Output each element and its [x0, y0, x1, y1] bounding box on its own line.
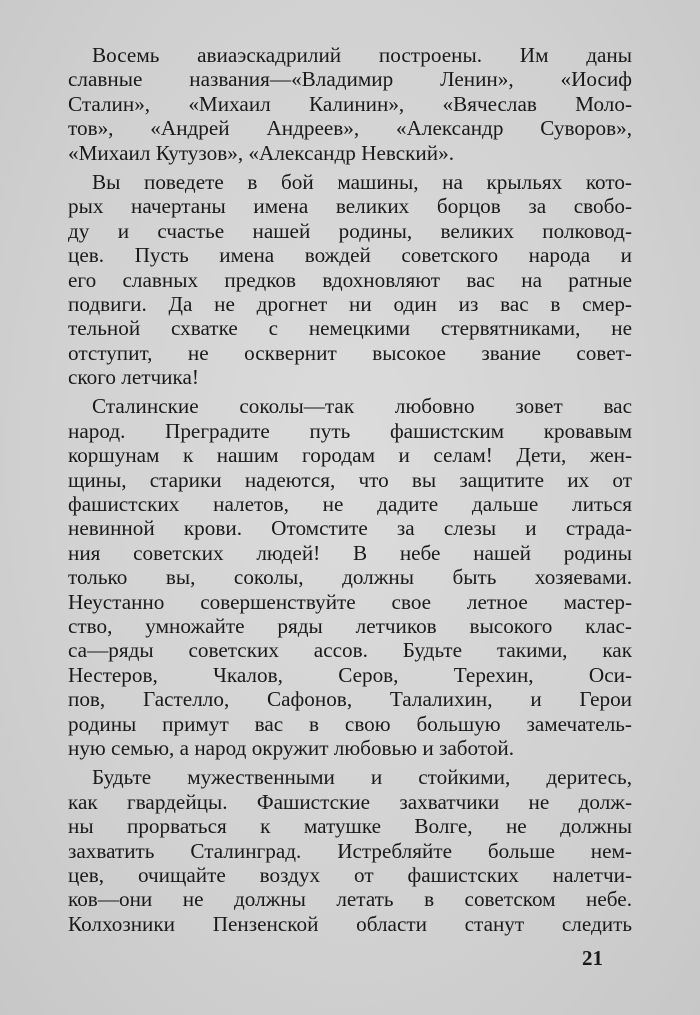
text-line: ство, умножайте ряды летчиков высокого клас- [68, 613, 632, 638]
text-line: ского летчика! [68, 365, 199, 390]
text-line: тов», «Андрей Андреев», «Александр Суворов», [68, 116, 632, 141]
text-line: «Михаил Кутузов», «Александр Невский». [68, 140, 454, 165]
text-line: родины примут вас в свою большую замечатель- [68, 711, 632, 736]
paragraph-1 [68, 43, 632, 165]
paragraph-2 [68, 170, 632, 390]
text-line: ния советских людей! В небе нашей родины [68, 540, 632, 565]
text-line: Вы поведете в бой машины, на крыльях кото- [92, 169, 632, 194]
text-line: Колхозники Пензенской области станут следить [68, 911, 632, 936]
text-line: невинной крови. Отомстите за слезы и страда- [68, 516, 632, 541]
text-line: са—ряды советских ассов. Будьте такими, как [68, 638, 632, 663]
text-line: Нестеров, Чкалов, Серов, Терехин, Оси- [68, 662, 632, 687]
text-line: ков—они не должны летать в советском небе. [68, 887, 632, 912]
text-line: пов, Гастелло, Сафонов, Талалихин, и Герои [68, 687, 632, 712]
text-line: Неустанно совершенствуйте свое летное мастер- [68, 589, 632, 614]
text-line: подвиги. Да не дрогнет ни один из вас в смер- [68, 291, 632, 316]
text-line: рых начертаны имена великих борцов за свобо- [68, 194, 632, 219]
text-line: ду и счастье нашей родины, великих полковод- [68, 218, 632, 243]
body-text [68, 43, 632, 936]
text-line: Будьте мужественными и стойкими, деритесь, [92, 765, 632, 790]
paragraph-4 [68, 765, 632, 936]
text-line: цев, очищайте воздух от фашистских налетчи- [68, 862, 632, 887]
text-line: только вы, соколы, должны быть хозяевами. [68, 565, 632, 590]
text-line: щины, старики надеются, что вы защитите их от [68, 467, 632, 492]
text-line: коршунам к нашим городам и селам! Дети, жен- [68, 443, 632, 468]
page-number: 21 [582, 946, 603, 970]
text-line: славные названия—«Владимир Ленин», «Иосиф [68, 67, 632, 92]
text-line: отступит, не осквернит высокое звание совет- [68, 340, 632, 365]
text-line: захватить Сталинград. Истребляйте больше нем- [68, 838, 632, 863]
text-line: Восемь авиаэскадрилий построены. Им даны [92, 43, 632, 67]
text-line: Сталинские соколы—так любовно зовет вас [92, 394, 632, 419]
text-line: цев. Пусть имена вождей советского народа и [68, 243, 632, 268]
text-line: ную семью, а народ окружит любовью и заботой. [68, 735, 515, 760]
text-line: ны прорваться к матушке Волге, не должны [68, 814, 632, 839]
text-line: народ. Преградите путь фашистским кровавым [68, 418, 632, 443]
text-line: Сталин», «Михаил Калинин», «Вячеслав Моло- [68, 91, 632, 116]
text-line: тельной схватке с немецкими стервятниками, не [68, 316, 632, 341]
text-line: его славных предков вдохновляют вас на ратные [68, 267, 632, 292]
paragraph-3 [68, 394, 632, 760]
text-line: фашистских налетов, не дадите дальше литься [68, 492, 632, 517]
text-line: как гвардейцы. Фашистские захватчики не долж- [68, 789, 632, 814]
